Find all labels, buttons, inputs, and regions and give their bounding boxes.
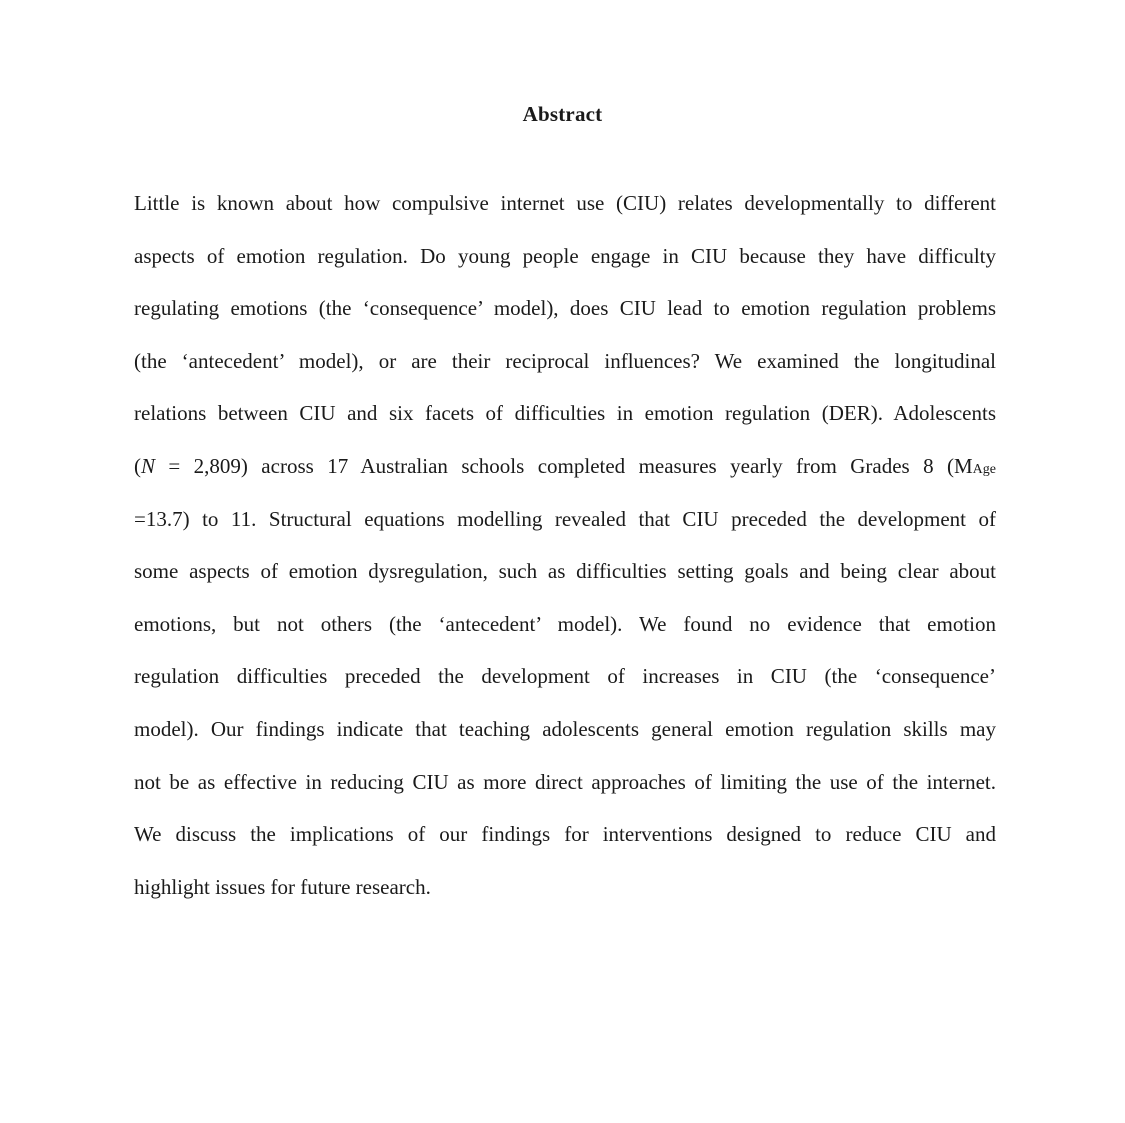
abstract-line: model). Our findings indicate that teaching adolescents general emotion regulation skills may [134, 716, 996, 741]
abstract-line: Little is known about how compulsive internet use (CIU) relates developmentally to different [134, 191, 996, 215]
abstract-line: =13.7) to 11. Structural equations modelling revealed that CIU preceded the development of [134, 506, 996, 531]
abstract-line: highlight issues for future research. [134, 874, 431, 899]
abstract-line: We discuss the implications of our findings for interventions designed to reduce CIU and [134, 822, 996, 847]
abstract-line: regulating emotions (the ‘consequence’ model), does CIU lead to emotion regulation problems [134, 296, 996, 321]
abstract-line: relations between CIU and six facets of difficulties in emotion regulation (DER). Adolescents [134, 401, 996, 426]
open-paren: ( [134, 453, 141, 478]
abstract-line: aspects of emotion regulation. Do young people engage in CIU because they have difficulty [134, 243, 996, 268]
abstract-heading: Abstract [522, 102, 603, 126]
abstract-line: not be as effective in reducing CIU as more direct approaches of limiting the use of the internet. [134, 769, 996, 794]
abstract-line-sample-size [134, 451, 996, 504]
age-subscript: Age [972, 461, 996, 477]
abstract-line: regulation difficulties preceded the development of increases in CIU (the ‘consequence’ [134, 664, 996, 689]
abstract-line: emotions, but not others (the ‘antecedent’ model). We found no evidence that emotion [134, 611, 996, 636]
abstract-line: some aspects of emotion dysregulation, such as difficulties setting goals and being clear about [134, 559, 996, 584]
abstract-body [134, 188, 996, 924]
abstract-line: (the ‘antecedent’ model), or are their reciprocal influences? We examined the longitudinal [134, 348, 996, 373]
sample-size-symbol: N [141, 453, 156, 478]
sample-size-text: = 2,809) across 17 Australian schools completed measures yearly from Grades 8 (M [155, 453, 973, 478]
